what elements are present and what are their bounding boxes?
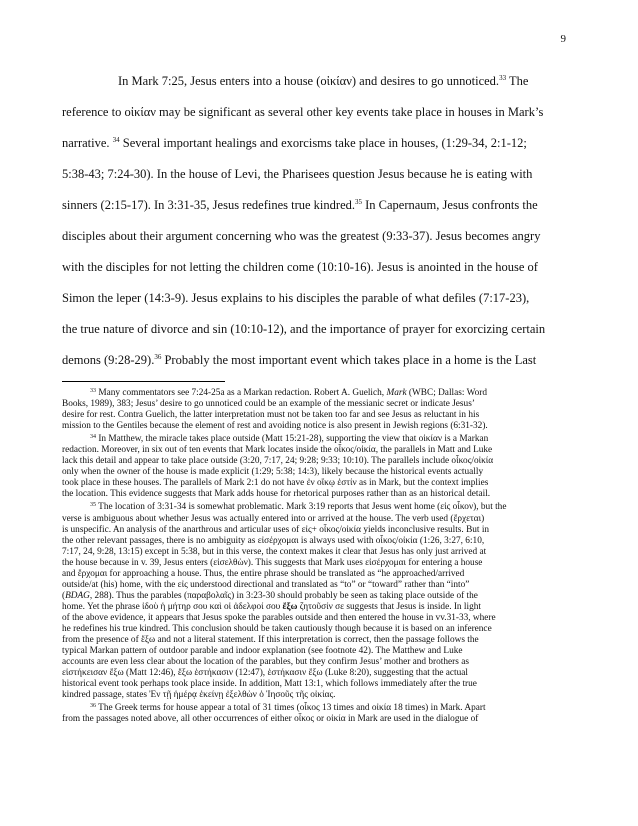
- text-run: and ἔρχομαι for approaching a house. Thus, the entire phrase should be translated as “he approached/arrived: [62, 568, 465, 579]
- text-run: verse is ambiguous about whether Jesus was actually entered into or arrived at the house. The verb used (ἔρχεται): [62, 513, 485, 524]
- footnote-line: [62, 500, 566, 513]
- text-run: the house because in v. 39, Jesus enters (εἰσελθὼν). This suggests that Mark uses εἰσέρχομαι for entering a house: [62, 557, 483, 568]
- footnote-line: [62, 536, 566, 547]
- footnote-separator: [62, 381, 225, 382]
- note-ref: 35: [90, 502, 96, 509]
- text-run: the true nature of divorce and sin (10:10-12), and the importance of prayer for exorcizing certain: [62, 322, 546, 336]
- text-run: The location of 3:31-34 is somewhat problematic. Mark 3:19 reports that Jesus went home (εἰς οἶκον), but the: [96, 502, 507, 513]
- note-ref: 35: [355, 198, 362, 206]
- footnote-line: [62, 701, 566, 714]
- footnote-line: [62, 525, 566, 536]
- text-run: (: [62, 590, 66, 601]
- text-run: Books, 1989), 383; Jesus’ desire to go unnoticed could be an example of the messianic secret or indicate Jesus’: [62, 399, 475, 410]
- text-run: outside/at (his) home, with the εἰς understood directional and translated as “to” or “toward” rather than “into”: [62, 579, 470, 590]
- footnote-line: [62, 714, 566, 725]
- note-ref: 33: [90, 388, 96, 394]
- text-run: mission to the Gentiles because the element of rest and avoiding notice is also present in Jewish regions (6:31-32).: [62, 421, 488, 432]
- text-run: the location. This evidence suggests that Mark adds house for rhetorical purposes rather than as an historical detail.: [62, 489, 491, 500]
- footnote-line: [62, 668, 566, 679]
- body-line: [62, 229, 540, 244]
- text-run: took place in these houses. The parallels of Mark 2:1 do not have ἐν οἴκῳ ἐστίν as in Mark, but the context implies: [62, 478, 489, 489]
- text-run: from the passages noted above, all other occurrences of either οἶκος or οἰκία in Mark are used in the dialogue of: [62, 714, 479, 725]
- body-line: [118, 74, 528, 89]
- footnote-line: [62, 624, 566, 635]
- text-run: The Greek terms for house appear a total of 31 times (οἶκος 13 times and οἰκία 18 times) in Mark. Apart: [96, 703, 486, 714]
- footnote-line: [62, 635, 566, 646]
- page-number: 9: [560, 33, 566, 45]
- body-line: [62, 167, 532, 182]
- footnote-line: [62, 386, 566, 399]
- body-line: [62, 291, 529, 306]
- footnote-line: [62, 591, 566, 602]
- footnote-line: [62, 489, 566, 500]
- body-line: [62, 198, 538, 213]
- body-line: [62, 136, 527, 151]
- text-run: demons (9:28-29).: [62, 353, 155, 367]
- footnote-line: [62, 558, 566, 569]
- note-ref: 34: [90, 434, 96, 441]
- text-run: desire for rest. Contra Guelich, the latter interpretation must not be taken too far and see Jesus as reluctant in his: [62, 410, 480, 421]
- bold-text: ἔξω: [282, 601, 298, 612]
- text-run: home. Yet the phrase ἰδοὺ ἡ μήτηρ σου καὶ οἱ ἀδελφοί σου: [62, 601, 283, 612]
- text-run: (WBC; Dallas: Word: [406, 388, 488, 398]
- text-run: Several important healings and exorcisms take place in houses, (1:29-34, 2:1-12;: [119, 136, 527, 150]
- footnote-line: [62, 690, 566, 701]
- text-run: In Mark 7:25, Jesus enters into a house (οἰκίαν) and desires to go unnoticed.: [118, 74, 500, 88]
- footnote-line: [62, 410, 566, 421]
- footnote-line: [62, 456, 566, 467]
- text-run: Simon the leper (14:3-9). Jesus explains to his disciples the parable of what defiles (7:17-23),: [62, 291, 530, 305]
- text-run: he redefines his true kindred. This conclusion should be taken cautiously though because it is based on an inference: [62, 623, 492, 634]
- text-run: only when the owner of the house is made explicit (1:29; 5:38; 14:3), likely because the historical events actually: [62, 467, 484, 478]
- text-run: kindred passage, states Ἐν τῇ ἡμέρᾳ ἐκείνῃ ἐξελθὼν ὁ Ἰησοῦς τῆς οἰκίας.: [62, 690, 336, 701]
- text-run: 7:17, 24, 9:28, 13:15) except in 5:38, but in this verse, the context makes it clear that Jesus has only just arrived at: [62, 546, 487, 557]
- text-run: The: [506, 74, 529, 88]
- footnote-line: [62, 399, 566, 410]
- text-run: with the disciples for not letting the children come (10:10-16). Jesus is anointed in the house of: [62, 260, 538, 274]
- text-run: of the above evidence, it appears that Jesus spoke the parables outside and then entered the house in vv.31-33, where: [62, 612, 496, 623]
- body-line: [62, 322, 545, 337]
- text-run: redaction. Moreover, in six out of ten events that Mark locates inside the οἶκος/οἰκία, the parallels in Matt and Luke: [62, 445, 493, 456]
- italic-text: BDAG: [65, 590, 90, 601]
- text-run: typical Markan pattern of outdoor parable and indoor explanation (see footnote 42). The Matthew and Luke: [62, 646, 463, 657]
- text-run: is unspecific. An analysis of the anarthrous and articular uses of εἰς+ οἶκος/οἰκία yields inconclusive results. But in: [62, 524, 490, 535]
- footnote-line: [62, 547, 566, 558]
- footnote-line: [62, 514, 566, 525]
- text-run: ζητοῦσίν σε suggests that Jesus is inside. In light: [297, 601, 481, 612]
- text-run: In Capernaum, Jesus confronts the: [362, 198, 538, 212]
- note-ref: 33: [499, 74, 507, 82]
- footnote-line: [62, 613, 566, 624]
- text-run: , 288). Thus the parables (παραβολαῖς) in 3:23-30 should probably be seen as taking place outside of the: [89, 590, 478, 601]
- italic-text: Mark: [386, 388, 407, 398]
- footnotes: [62, 386, 566, 725]
- note-ref: 36: [154, 353, 162, 361]
- text-run: the other relevant passages, there is no ambiguity as εἰσέρχομαι is always used with οἶκος/οἰκία (1:26, 3:27, 6:10,: [62, 535, 485, 546]
- text-run: 5:38-43; 7:24-30). In the house of Levi, the Pharisees question Jesus because he is eating with: [62, 167, 533, 181]
- body-line: [62, 260, 538, 275]
- text-run: disciples about their argument concerning who was the greatest (9:33-37). Jesus becomes angry: [62, 229, 541, 243]
- text-run: sinners (2:15-17). In 3:31-35, Jesus redefines true kindred.: [62, 198, 355, 212]
- footnote-line: [62, 421, 566, 432]
- body-line: [62, 105, 543, 120]
- footnote-line: [62, 646, 566, 657]
- body-line: [62, 353, 536, 368]
- footnote-line: [62, 467, 566, 478]
- text-run: Many commentators see 7:24-25a as a Markan redaction. Robert A. Guelich,: [96, 388, 387, 398]
- footnote-line: [62, 580, 566, 591]
- footnote-line: [62, 432, 566, 445]
- text-run: from the presence of ἔξω and not a literal statement. If this interpretation is correct, then the passage follows the: [62, 635, 479, 646]
- footnote-line: [62, 657, 566, 668]
- text-run: narrative.: [62, 136, 113, 150]
- text-run: lack this detail and appear to take place outside (3:20, 7:17, 24; 9:28; 9:33; 10:10). The parallels include οἶκος/οἰκία: [62, 456, 494, 467]
- text-run: In Matthew, the miracle takes place outside (Matt 15:21-28), supporting the view that οἰκίαν is a Markan: [96, 434, 489, 445]
- text-run: εἱστήκεισαν ἔξω (Matt 12:46), ἔξω ἑστήκασιν (12:47), ἑστήκασιν ἔξω (Luke 8:20), suggesting that the actual: [62, 668, 468, 679]
- footnote-line: [62, 478, 566, 489]
- footnote-line: [62, 569, 566, 580]
- footnote-line: [62, 679, 566, 690]
- text-run: Probably the most important event which takes place in a home is the Last: [161, 353, 537, 367]
- note-ref: 34: [112, 136, 120, 144]
- note-ref: 36: [90, 703, 96, 710]
- text-run: reference to οἰκίαν may be significant as several other key events take place in houses in Mark’s: [62, 105, 544, 119]
- footnote-line: [62, 445, 566, 456]
- text-run: accounts are even less clear about the location of the parables, but they confirm Jesus’ mother and brothers as: [62, 657, 469, 668]
- text-run: historical event took perhaps took place inside. In addition, Matt 13:1, which follows immediately after the true: [62, 679, 477, 690]
- footnote-line: [62, 602, 566, 613]
